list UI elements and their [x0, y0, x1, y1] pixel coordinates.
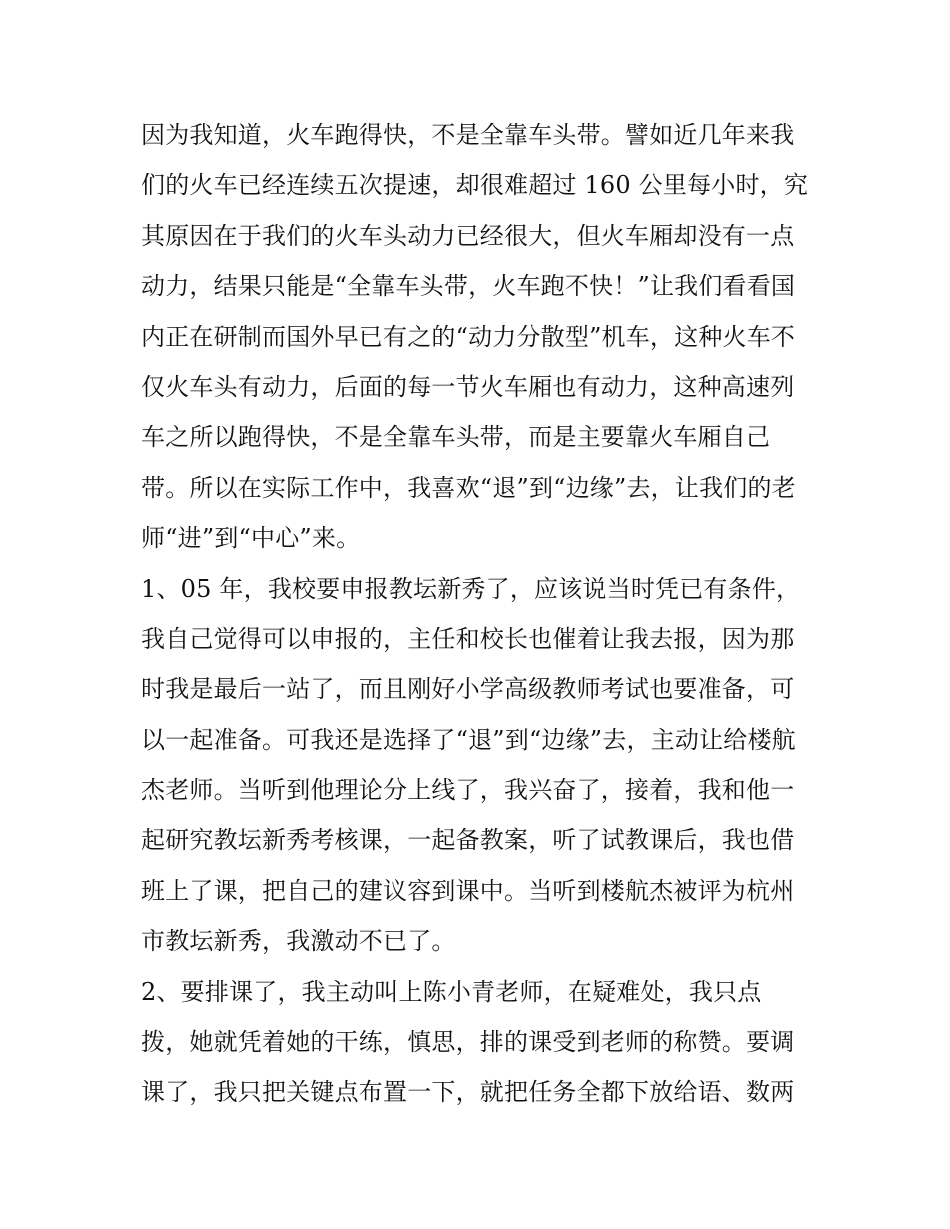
text-line: 带。所以在实际工作中，我喜欢“退”到“边缘”去，让我们的老 — [141, 473, 796, 502]
text-line: 以一起准备。可我还是选择了“退”到“边缘”去，主动让给楼航 — [141, 725, 796, 754]
text-line: 仅火车头有动力，后面的每一节火车厢也有动力，这种高速列 — [141, 372, 795, 401]
body-text — [141, 110, 821, 1118]
text-line: 杰老师。当听到他理论分上线了，我兴奋了，接着，我和他一 — [141, 776, 795, 805]
text-line: 因为我知道，火车跑得快，不是全靠车头带。譬如近几年来我 — [141, 121, 795, 149]
text-line: 时我是最后一站了，而且刚好小学高级教师考试也要准备，可 — [141, 675, 795, 704]
text-line: 起研究教坛新秀考核课，一起备教案，听了试教课后，我也借 — [141, 826, 795, 855]
text-line: 我自己觉得可以申报的，主任和校长也催着让我去报，因为那 — [141, 624, 795, 653]
text-line: 动力，结果只能是“全靠车头带，火车跑不快！”让我们看看国 — [141, 272, 796, 301]
text-line: 2、要排课了，我主动叫上陈小青老师，在疑难处，我只点 — [141, 977, 762, 1006]
text-line: 师“进”到“中心”来。 — [141, 524, 361, 553]
text-line: 班上了课，把自己的建议容到课中。当听到楼航杰被评为杭州 — [141, 876, 795, 905]
text-line: 车之所以跑得快，不是全靠车头带，而是主要靠火车厢自己 — [141, 423, 771, 452]
text-line: 们的火车已经连续五次提速，却很难超过 160 公里每小时，究 — [141, 171, 809, 200]
text-line: 拨，她就凭着她的干练，慎思，排的课受到老师的称赞。要调 — [141, 1028, 795, 1057]
text-line: 课了，我只把关键点布置一下，就把任务全都下放给语、数两 — [141, 1078, 795, 1107]
text-line: 1、05 年，我校要申报教坛新秀了，应该说当时凭已有条件， — [141, 574, 801, 603]
text-line: 其原因在于我们的火车头动力已经很大，但火车厢却没有一点 — [141, 221, 795, 250]
text-line: 内正在研制而国外早已有之的“动力分散型”机车，这种火车不 — [141, 322, 796, 351]
text-line: 市教坛新秀，我激动不已了。 — [141, 927, 456, 956]
